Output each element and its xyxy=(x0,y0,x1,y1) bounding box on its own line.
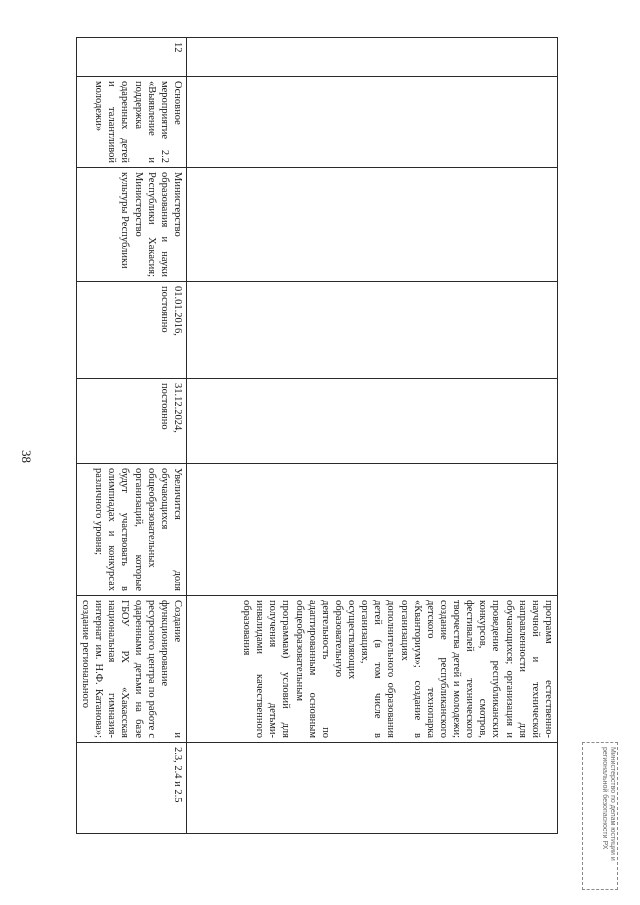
cell-executor-empty xyxy=(187,168,558,282)
table-row-continued xyxy=(187,38,558,834)
cell-num xyxy=(77,38,187,77)
cell-num-empty xyxy=(187,38,558,77)
cell-activities xyxy=(77,596,187,743)
cell-result-empty xyxy=(187,464,558,596)
cell-activities-continued xyxy=(187,596,558,743)
result-text: Увеличится доля обучающихся общеобразовательных организаций, которые будут участвовать в олимпиадах и конкурсах различного уровня; xyxy=(93,468,183,591)
cell-link-empty xyxy=(187,743,558,834)
page-number: 38 xyxy=(19,450,34,463)
measures-table xyxy=(76,37,558,834)
cell-result xyxy=(77,464,187,596)
cell-executor xyxy=(77,168,187,282)
cell-start-empty xyxy=(187,282,558,379)
cell-start xyxy=(77,282,187,379)
cell-measure xyxy=(77,77,187,168)
table-row xyxy=(77,38,187,834)
indicator-link-text: 2.3, 2.4 и 2.5 xyxy=(172,747,183,803)
cell-end xyxy=(77,379,187,464)
stamp-text: Министерство по делам юстиции и региональной безопасности РХ xyxy=(600,747,616,861)
start-date: 01.01.2016, постоянно xyxy=(158,286,183,336)
row-number: 12 xyxy=(172,42,183,53)
cell-measure-empty xyxy=(187,77,558,168)
measure-text: Основное мероприятие 2.2 «Выявление и поддержка одаренных детей и талантливой молодежи» xyxy=(93,81,183,163)
cell-end-empty xyxy=(187,379,558,464)
executor-text: Министерство образования и науки Республики Хакасия; Министерство культуры Республики xyxy=(119,172,183,277)
registration-stamp xyxy=(582,742,618,890)
end-date: 31.12.2024, постоянно xyxy=(158,383,183,433)
cell-link xyxy=(77,743,187,834)
activities-text: Создание и функционирование ресурсного центра по работе с одаренными детьми на базе ГБОУ РХ «Хакасская национальная гимназия-интернат им. Н.Ф. Катанова»; создание регионального xyxy=(80,600,183,738)
activities-continued-text: программ естественно-научной и технической направленности для обучающихся; организация и проведение республиканских конкурсов, смотров, фестивалей технического творчества детей и молодежи; создание республиканского детского технопарка «Кванториум»; создание в организациях дополнительного образования детей (в том числе в организациях, осуществляющих образовательную деятельность по адаптированным основным общеобразовательным программам) условий для получения детьми-инвалидами качественного образования xyxy=(241,600,554,738)
